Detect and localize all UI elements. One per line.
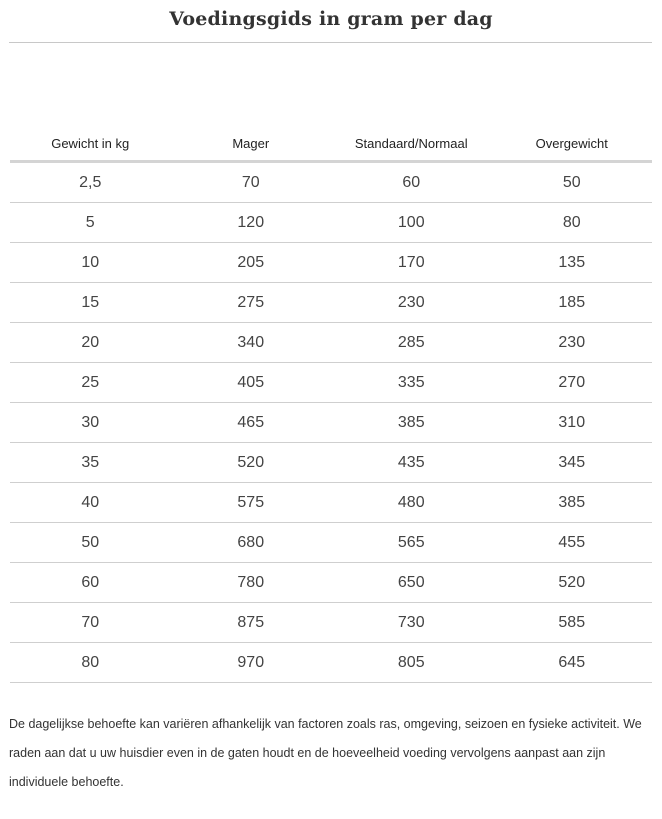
cell-lean: 70 [171, 162, 332, 203]
header-standard: Standaard/Normaal [331, 126, 492, 162]
cell-standard: 230 [331, 283, 492, 323]
cell-standard: 730 [331, 603, 492, 643]
feeding-guide-table [10, 126, 652, 683]
cell-standard: 435 [331, 443, 492, 483]
table-row [10, 162, 652, 203]
cell-overweight: 455 [492, 523, 653, 563]
cell-weight: 50 [10, 523, 171, 563]
cell-lean: 120 [171, 203, 332, 243]
cell-weight: 60 [10, 563, 171, 603]
cell-overweight: 270 [492, 363, 653, 403]
cell-lean: 780 [171, 563, 332, 603]
cell-weight: 2,5 [10, 162, 171, 203]
table-header-row [10, 126, 652, 162]
cell-overweight: 310 [492, 403, 653, 443]
cell-weight: 10 [10, 243, 171, 283]
header-lean: Mager [171, 126, 332, 162]
page-title: Voedingsgids in gram per dag [169, 8, 493, 30]
cell-overweight: 185 [492, 283, 653, 323]
cell-standard: 650 [331, 563, 492, 603]
cell-weight: 5 [10, 203, 171, 243]
cell-overweight: 585 [492, 603, 653, 643]
cell-weight: 30 [10, 403, 171, 443]
cell-overweight: 645 [492, 643, 653, 683]
cell-lean: 875 [171, 603, 332, 643]
cell-overweight: 385 [492, 483, 653, 523]
cell-lean: 405 [171, 363, 332, 403]
cell-standard: 385 [331, 403, 492, 443]
cell-weight: 20 [10, 323, 171, 363]
cell-lean: 680 [171, 523, 332, 563]
cell-weight: 80 [10, 643, 171, 683]
cell-standard: 285 [331, 323, 492, 363]
cell-overweight: 80 [492, 203, 653, 243]
cell-lean: 465 [171, 403, 332, 443]
cell-standard: 480 [331, 483, 492, 523]
cell-standard: 805 [331, 643, 492, 683]
cell-weight: 35 [10, 443, 171, 483]
table-row [10, 523, 652, 563]
cell-weight: 70 [10, 603, 171, 643]
table-row [10, 483, 652, 523]
header-weight: Gewicht in kg [10, 126, 171, 162]
title-divider [9, 42, 652, 43]
table-row [10, 323, 652, 363]
cell-overweight: 520 [492, 563, 653, 603]
cell-lean: 275 [171, 283, 332, 323]
cell-lean: 205 [171, 243, 332, 283]
cell-weight: 15 [10, 283, 171, 323]
table-row [10, 243, 652, 283]
cell-overweight: 230 [492, 323, 653, 363]
cell-lean: 520 [171, 443, 332, 483]
table-body [10, 162, 652, 683]
feeding-note: De dagelijkse behoefte kan variëren afhankelijk van factoren zoals ras, omgeving, seizoen en fysieke activiteit. We raden aan dat u uw huisdier even in de gaten houdt en de hoeveelheid voeding vervolgens aanpast aan zijn individuele behoefte. [9, 717, 642, 789]
cell-lean: 340 [171, 323, 332, 363]
table-row [10, 603, 652, 643]
table-row [10, 363, 652, 403]
table-row [10, 643, 652, 683]
cell-lean: 970 [171, 643, 332, 683]
table-row [10, 283, 652, 323]
table-row [10, 443, 652, 483]
table-row [10, 203, 652, 243]
cell-overweight: 135 [492, 243, 653, 283]
cell-standard: 60 [331, 162, 492, 203]
cell-standard: 335 [331, 363, 492, 403]
cell-overweight: 345 [492, 443, 653, 483]
cell-weight: 40 [10, 483, 171, 523]
cell-standard: 170 [331, 243, 492, 283]
table-row [10, 563, 652, 603]
table-row [10, 403, 652, 443]
cell-lean: 575 [171, 483, 332, 523]
cell-standard: 565 [331, 523, 492, 563]
cell-standard: 100 [331, 203, 492, 243]
header-overweight: Overgewicht [492, 126, 653, 162]
cell-weight: 25 [10, 363, 171, 403]
cell-overweight: 50 [492, 162, 653, 203]
